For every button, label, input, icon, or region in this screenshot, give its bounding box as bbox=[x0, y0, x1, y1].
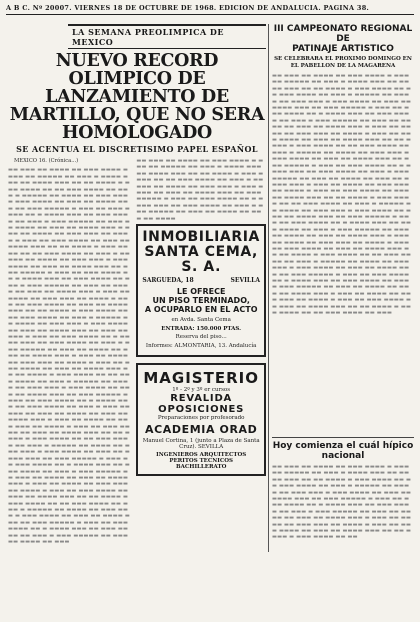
academy-extra-1: INGENIEROS ARQUITECTOS PERITOS TECNICOS bbox=[156, 452, 247, 464]
right-headline-line-1: III CAMPEONATO REGIONAL DE bbox=[273, 24, 413, 44]
article-opening: MEXICO 16. (Crónica...) bbox=[14, 158, 79, 164]
article-column-left bbox=[8, 158, 130, 622]
article-column-right bbox=[136, 158, 266, 622]
article-body-text-block: ▬▬ ▬▬▬ ▬▬ ▬▬▬▬ ▬▬ ▬▬▬ ▬▬▬▬ ▬ ▬▬▬ ▬▬ ▬▬▬▬▬ ▬▬ ▬▬▬ ▬ ▬▬▬▬ ▬▬▬ ▬▬ ▬▬▬▬ ▬▬▬ ▬▬ ▬▬ ▬▬▬▬ ▬ ▬▬▬ ▬▬▬▬ ▬▬ ▬▬ ▬▬▬ ▬▬▬▬ ▬▬ ▬▬▬ ▬ ▬▬▬▬▬ ▬▬ ▬▬▬▬ ▬▬ ▬▬▬ ▬▬▬ ▬ ▬▬▬ ▬▬▬▬ ▬▬ ▬▬▬ ▬▬ ▬▬▬▬ ▬▬▬ ▬▬ ▬▬▬ ▬▬▬▬▬ ▬ ▬▬▬ ▬▬ ▬▬▬ ▬▬▬▬ ▬▬ ▬ ▬▬▬▬ ▬▬▬ ▬▬ ▬▬▬ ▬▬▬▬ ▬▬ ▬▬▬ ▬ ▬▬▬ ▬▬▬▬▬ ▬▬ ▬▬▬ ▬▬ ▬▬▬▬ ▬▬ ▬▬▬ ▬▬ ▬▬▬▬ ▬▬▬ ▬ ▬▬▬ ▬▬ ▬▬▬▬ ▬▬ ▬▬▬ ▬▬▬ ▬▬ ▬▬▬▬ ▬ ▬▬▬ ▬▬ ▬▬▬ ▬▬▬▬ ▬▬ ▬▬▬ ▬▬ ▬▬▬▬ ▬▬▬ ▬▬ ▬▬ ▬▬▬▬ ▬ ▬▬▬ ▬▬▬▬ ▬▬ ▬▬ ▬▬▬ ▬▬▬▬ ▬▬ ▬▬▬ ▬ ▬▬▬▬▬ ▬▬ ▬▬▬▬ ▬▬ ▬▬▬ ▬▬▬ ▬ ▬▬▬ ▬▬▬▬ ▬▬ ▬▬▬ ▬▬ ▬▬▬▬ ▬▬▬ ▬▬ ▬▬▬ ▬▬▬▬▬ ▬ ▬▬▬ ▬▬ ▬▬▬ ▬▬▬▬ ▬▬ ▬ ▬▬▬▬ ▬▬▬ ▬▬ ▬▬▬ ▬▬▬▬ ▬▬ ▬▬▬ ▬ ▬▬▬ ▬▬▬▬▬ ▬▬ ▬▬▬ ▬▬ ▬▬▬▬ ▬▬ ▬▬▬ ▬▬ ▬▬▬▬ ▬▬▬ ▬ ▬▬▬ ▬▬ ▬▬▬▬ ▬▬ ▬▬▬ ▬▬▬ ▬▬ ▬▬▬▬ ▬ ▬▬▬ ▬▬ ▬▬▬ ▬▬▬▬ ▬▬ ▬▬▬ ▬▬ ▬▬▬▬ ▬▬▬ ▬▬ ▬▬ ▬▬▬▬ ▬ ▬▬▬ ▬▬▬▬ ▬▬ ▬▬ ▬▬▬ ▬▬▬▬ ▬▬ ▬▬▬ ▬ ▬▬▬▬▬ ▬▬ ▬▬▬▬ ▬▬ ▬▬▬ ▬▬▬ ▬ ▬▬▬ ▬▬▬▬ ▬▬ ▬▬▬ ▬▬ ▬▬▬▬ ▬▬▬ ▬▬ ▬▬▬ ▬▬▬▬▬ ▬ ▬▬▬ ▬▬ ▬▬▬ ▬▬▬▬ ▬▬ ▬ ▬▬▬▬ ▬▬▬ ▬▬ ▬▬▬ ▬▬▬▬ ▬▬ ▬▬▬ ▬ ▬▬▬ ▬▬▬▬▬ ▬▬ ▬▬▬ ▬▬ ▬▬▬▬ ▬▬ ▬▬▬ ▬▬ ▬▬▬▬ ▬▬▬ ▬ ▬▬▬ ▬▬ ▬▬▬▬ ▬▬ ▬▬▬ ▬▬▬ ▬▬ ▬▬▬▬ ▬ ▬▬▬ ▬▬ ▬▬▬ ▬▬▬▬ ▬▬ ▬▬▬ ▬▬ ▬▬▬▬ ▬▬▬ ▬▬ ▬▬ ▬▬▬▬ ▬ ▬▬▬ ▬▬▬▬ ▬▬ ▬▬ ▬▬▬ ▬▬▬▬ ▬▬ ▬▬▬ ▬ ▬▬▬▬▬ ▬▬ ▬▬▬▬ ▬▬ ▬▬▬ ▬▬▬ ▬ ▬▬▬ ▬▬▬▬ ▬▬ ▬▬▬ ▬▬ ▬▬▬▬ ▬▬▬ ▬▬ ▬▬▬ ▬▬▬▬▬ ▬ ▬▬▬ ▬▬ ▬▬▬ ▬▬▬▬ ▬▬ ▬ ▬▬▬▬ ▬▬▬ ▬▬ ▬▬▬ ▬▬▬▬ ▬▬ ▬▬▬ ▬ ▬▬▬ ▬▬▬▬▬ ▬▬ ▬▬▬ ▬▬ ▬▬▬▬ ▬▬ ▬▬▬ ▬▬ ▬▬▬▬ ▬▬▬ ▬ ▬▬▬ ▬▬ ▬▬▬▬ ▬▬ ▬▬▬ ▬▬▬ ▬▬ ▬▬▬▬ ▬ ▬▬▬ ▬▬ ▬▬▬ ▬▬▬▬ ▬▬ ▬▬▬ ▬▬ ▬▬▬▬ ▬▬▬ ▬▬ ▬▬ ▬▬▬▬ ▬ ▬▬▬ ▬▬▬▬ ▬▬ ▬▬ ▬▬▬ ▬▬▬▬ ▬▬ ▬▬▬ ▬ ▬▬▬▬▬ ▬▬ ▬▬▬▬ ▬▬ ▬▬▬ ▬▬▬ ▬ ▬▬▬ ▬▬▬▬ ▬▬ ▬▬▬ ▬▬ ▬▬▬▬ ▬▬▬ ▬▬ ▬▬▬ ▬▬▬▬▬ ▬ ▬▬▬ ▬▬ ▬▬▬ ▬▬▬▬ ▬▬ ▬ ▬▬▬▬ ▬▬▬ ▬▬ ▬▬▬ ▬▬▬▬ ▬▬ ▬▬▬ ▬ ▬▬▬ ▬▬▬▬▬ ▬▬ ▬▬▬ ▬▬ ▬▬▬▬ ▬▬ ▬▬▬ ▬▬ ▬▬▬▬ ▬▬▬ ▬ ▬▬▬ ▬▬ ▬▬▬▬ ▬▬ ▬▬▬ ▬▬▬ ▬▬ ▬▬▬▬ ▬ ▬▬▬ ▬▬ ▬▬▬ ▬▬▬▬ ▬▬ ▬▬▬ ▬▬ ▬▬▬▬ ▬▬▬ ▬▬ ▬▬ ▬▬▬▬ ▬ ▬▬▬ ▬▬▬▬ ▬▬ ▬▬ ▬▬▬ ▬▬▬▬ ▬▬ ▬▬▬ ▬ ▬▬▬▬▬ ▬▬ ▬▬▬▬ ▬▬ ▬▬▬ ▬▬▬ ▬ ▬▬▬ ▬▬▬▬ ▬▬ ▬▬▬ ▬▬ ▬▬▬▬ ▬▬▬ ▬▬ ▬▬▬ ▬▬▬▬▬ ▬ ▬▬▬ ▬▬ ▬▬▬ ▬▬▬▬ ▬▬ ▬ ▬▬▬▬ ▬▬▬ ▬▬ ▬▬▬ ▬▬▬▬ ▬▬ ▬▬▬ ▬ ▬▬▬ ▬▬▬▬▬ ▬▬ ▬▬▬ ▬▬ ▬▬▬▬ ▬▬ ▬▬▬ bbox=[8, 167, 130, 545]
right-subheadline: SE CELEBRARA EL PROXIMO DOMINGO EN EL PABELLON DE LA MAGARENA bbox=[274, 56, 412, 69]
right-column bbox=[272, 24, 414, 554]
academy-extra-2: BACHILLERATO bbox=[175, 464, 227, 470]
column-rule bbox=[268, 24, 269, 552]
section-kicker: LA SEMANA PREOLIMPICA DE MEXICO bbox=[68, 24, 266, 49]
left-column bbox=[8, 24, 266, 622]
second-article-body: ▬▬ ▬▬▬ ▬▬ ▬▬▬▬ ▬▬ ▬▬▬ ▬▬▬▬ ▬ ▬▬▬ ▬▬ ▬▬▬▬▬ ▬▬ ▬▬▬ ▬ ▬▬▬▬ ▬▬▬ ▬▬ ▬▬▬▬ ▬▬▬ ▬▬ ▬▬ ▬▬▬▬ ▬ ▬▬▬ ▬▬▬▬ ▬▬ ▬▬ ▬▬▬ ▬▬▬▬ ▬▬ ▬▬▬ ▬ ▬▬▬▬▬ ▬▬ ▬▬▬▬ ▬▬ ▬▬▬ ▬▬▬ ▬ ▬▬▬ ▬▬▬▬ ▬▬ ▬▬▬ ▬▬ ▬▬▬▬ ▬▬▬ ▬▬ ▬▬▬ ▬▬▬▬▬ ▬ ▬▬▬ ▬▬ ▬▬▬ ▬▬▬▬ ▬▬ ▬ ▬▬▬▬ ▬▬▬ ▬▬ ▬▬▬ ▬▬▬▬ ▬▬ ▬▬▬ ▬ ▬▬▬ ▬▬▬▬▬ ▬▬ ▬▬▬ ▬▬ ▬▬▬▬ ▬▬ ▬▬▬ ▬▬ ▬▬▬▬ ▬▬▬ ▬ ▬▬▬ ▬▬ ▬▬▬▬ ▬▬ ▬▬▬ ▬▬▬ ▬▬ ▬▬▬▬ ▬ ▬▬▬ ▬▬ ▬▬▬ ▬▬▬▬ ▬▬ ▬▬▬ ▬▬ ▬▬▬▬ ▬▬▬ ▬▬ ▬▬ ▬▬▬▬ ▬ ▬▬▬ ▬▬▬▬ ▬▬ ▬▬ bbox=[272, 464, 412, 541]
page-header: A B C. Nº 20007. VIERNES 18 DE OCTUBRE DE 1968. EDICION DE ANDALUCIA. PAGINA 38. bbox=[6, 4, 414, 15]
offer-line-1: LE OFRECE bbox=[176, 287, 226, 296]
headline-line-1: NUEVO RECORD OLIMPICO DE LANZAMIENTO DE bbox=[45, 51, 229, 107]
headline-line-2: MARTILLO, QUE NO SERA HOMOLOGADO bbox=[9, 105, 265, 143]
magisterio-prep: Preparaciones por profesorado bbox=[157, 415, 245, 421]
inmobiliaria-advertisement bbox=[136, 224, 266, 357]
second-headline-line-2: nacional bbox=[321, 451, 365, 461]
subheadline: SE ACENTUA EL DISCRETISIMO PAPEL ESPAÑOL bbox=[16, 144, 258, 154]
inmobiliaria-footer: Informes: ALMONTARIA, 13. Andalucía bbox=[145, 342, 257, 349]
academy-name: ACADEMIA ORAD bbox=[144, 423, 258, 436]
inmobiliaria-title-3: S. A. bbox=[181, 259, 222, 275]
right-headline-line-2: PATINAJE ARTISTICO bbox=[292, 44, 394, 54]
right-article-body: ▬▬ ▬▬▬ ▬▬ ▬▬▬▬ ▬▬ ▬▬▬ ▬▬▬▬ ▬ ▬▬▬ ▬▬ ▬▬▬▬▬ ▬▬ ▬▬▬ ▬ ▬▬▬▬ ▬▬▬ ▬▬ ▬▬▬▬ ▬▬▬ ▬▬ ▬▬ ▬▬▬▬ ▬ ▬▬▬ ▬▬▬▬ ▬▬ ▬▬ ▬▬▬ ▬▬▬▬ ▬▬ ▬▬▬ ▬ ▬▬▬▬▬ ▬▬ ▬▬▬▬ ▬▬ ▬▬▬ ▬▬▬ ▬ ▬▬▬ ▬▬▬▬ ▬▬ ▬▬▬ ▬▬ ▬▬▬▬ ▬▬▬ ▬▬ ▬▬▬ ▬▬▬▬▬ ▬ ▬▬▬ ▬▬ ▬▬▬ ▬▬▬▬ ▬▬ ▬ ▬▬▬▬ ▬▬▬ ▬▬ ▬▬▬ ▬▬▬▬ ▬▬ ▬▬▬ ▬ ▬▬▬ ▬▬▬▬▬ ▬▬ ▬▬▬ ▬▬ ▬▬▬▬ ▬▬ ▬▬▬ ▬▬ ▬▬▬▬ ▬▬▬ ▬ ▬▬▬ ▬▬ ▬▬▬▬ ▬▬ ▬▬▬ ▬▬▬ ▬▬ ▬▬▬▬ ▬ ▬▬▬ ▬▬ ▬▬▬ ▬▬▬▬ ▬▬ ▬▬▬ ▬▬ ▬▬▬▬ ▬▬▬ ▬▬ ▬▬ ▬▬▬▬ ▬ ▬▬▬ ▬▬▬▬ ▬▬ ▬▬ ▬▬▬ ▬▬▬▬ ▬▬ ▬▬▬ ▬ ▬▬▬▬▬ ▬▬ ▬▬▬▬ ▬▬ ▬▬▬ ▬▬▬ ▬ ▬▬▬ ▬▬▬▬ ▬▬ ▬▬▬ ▬▬ ▬▬▬▬ ▬▬▬ ▬▬ ▬▬▬ ▬▬▬▬▬ ▬ ▬▬▬ ▬▬ ▬▬▬ ▬▬▬▬ ▬▬ ▬ ▬▬▬▬ ▬▬▬ ▬▬ ▬▬▬ ▬▬▬▬ ▬▬ ▬▬▬ ▬ ▬▬▬ ▬▬▬▬▬ ▬▬ ▬▬▬ ▬▬ ▬▬▬▬ ▬▬ ▬▬▬ ▬▬ ▬▬▬▬ ▬▬▬ ▬ ▬▬▬ ▬▬ ▬▬▬▬ ▬▬ ▬▬▬ ▬▬▬ ▬▬ ▬▬▬▬ ▬ ▬▬▬ ▬▬ ▬▬▬ ▬▬▬▬ ▬▬ ▬▬▬ ▬▬ ▬▬▬▬ ▬▬▬ ▬▬ ▬▬ ▬▬▬▬ ▬ ▬▬▬ ▬▬▬▬ ▬▬ ▬▬ ▬▬▬ ▬▬▬▬ ▬▬ ▬▬▬ ▬ ▬▬▬▬▬ ▬▬ ▬▬▬▬ ▬▬ ▬▬▬ ▬▬▬ ▬ ▬▬▬ ▬▬▬▬ ▬▬ ▬▬▬ ▬▬ ▬▬▬▬ ▬▬▬ ▬▬ ▬▬▬ ▬▬▬▬▬ ▬ ▬▬▬ ▬▬ ▬▬▬ ▬▬▬▬ ▬▬ ▬ ▬▬▬▬ ▬▬▬ ▬▬ ▬▬▬ ▬▬▬▬ ▬▬ ▬▬▬ ▬ ▬▬▬ ▬▬▬▬▬ ▬▬ ▬▬▬ ▬▬ ▬▬▬▬ ▬▬ ▬▬▬ ▬▬ ▬▬▬▬ ▬▬▬ ▬ ▬▬▬ ▬▬ ▬▬▬▬ ▬▬ ▬▬▬ ▬▬▬ ▬▬ ▬▬▬▬ ▬ ▬▬▬ ▬▬ ▬▬▬ ▬▬▬▬ ▬▬ ▬▬▬ ▬▬ ▬▬▬▬ ▬▬▬ ▬▬ ▬▬ ▬▬▬▬ ▬ ▬▬▬ ▬▬▬▬ ▬▬ ▬▬ ▬▬▬ ▬▬▬▬ ▬▬ ▬▬▬ ▬ ▬▬▬▬▬ ▬▬ ▬▬▬▬ ▬▬ ▬▬▬ ▬▬▬ ▬ ▬▬▬ ▬▬▬▬ ▬▬ ▬▬▬ ▬▬ ▬▬▬▬ ▬▬▬ ▬▬ ▬▬▬ ▬▬▬▬▬ ▬ ▬▬▬ ▬▬ ▬▬▬ ▬▬▬▬ ▬▬ ▬ ▬▬▬▬ ▬▬▬ ▬▬ ▬▬▬ ▬▬▬▬ ▬▬ ▬▬▬ ▬ ▬▬▬ ▬▬▬▬▬ ▬▬ ▬▬▬ ▬▬ ▬▬▬▬ ▬▬ ▬▬▬ ▬▬ ▬▬▬▬ ▬▬▬ ▬ ▬▬▬ ▬▬ ▬▬▬▬ ▬▬ ▬▬▬ ▬▬▬ ▬▬ ▬▬▬▬ ▬ ▬▬▬ ▬▬ ▬▬▬ ▬▬▬▬ ▬▬ ▬▬▬ ▬▬ ▬▬▬▬ ▬▬▬ ▬▬ ▬▬ ▬▬▬▬ ▬ ▬▬▬ ▬▬▬▬ ▬▬ ▬▬ ▬▬▬ ▬▬▬▬ ▬▬ ▬▬▬ bbox=[272, 73, 412, 317]
magisterio-revalida: REVALIDA bbox=[170, 393, 233, 404]
inmobiliaria-offer bbox=[142, 287, 260, 314]
inmobiliaria-city: SEVILLA bbox=[230, 277, 260, 284]
article-body-text-block-2: ▬▬ ▬▬▬ ▬▬ ▬▬▬▬ ▬▬ ▬▬▬ ▬▬▬▬ ▬ ▬▬▬ ▬▬ ▬▬▬▬▬ ▬▬ ▬▬▬ ▬ ▬▬▬▬ ▬▬▬ ▬▬ ▬▬▬▬ ▬▬▬ ▬▬ ▬▬ ▬▬▬▬ ▬ ▬▬▬ ▬▬▬▬ ▬▬ ▬▬ ▬▬▬ ▬▬▬▬ ▬▬ ▬▬▬ ▬ ▬▬▬▬▬ ▬▬ ▬▬▬▬ ▬▬ ▬▬▬ ▬▬▬ ▬ ▬▬▬ ▬▬▬▬ ▬▬ ▬▬▬ ▬▬ ▬▬▬▬ ▬▬▬ ▬▬ ▬▬▬ ▬▬▬▬▬ ▬ ▬▬▬ ▬▬ ▬▬▬ ▬▬▬▬ ▬▬ ▬ ▬▬▬▬ ▬▬▬ ▬▬ ▬▬▬ ▬▬▬▬ ▬▬ ▬▬▬ ▬ ▬▬▬ ▬▬▬▬▬ ▬▬ ▬▬▬ ▬▬ ▬▬▬▬ ▬▬ ▬▬▬ ▬▬ ▬▬▬▬ bbox=[136, 158, 264, 220]
inmobiliaria-title-2: SANTA CEMA, bbox=[144, 244, 258, 260]
inmobiliaria-title-1: INMOBILIARIA bbox=[142, 229, 260, 245]
second-headline bbox=[272, 437, 414, 461]
academy-address: Manuel Cortina, 1 (junto a Plaza de Santa Cruz). SEVILLA bbox=[142, 438, 260, 450]
magisterio-advertisement bbox=[136, 363, 266, 476]
magisterio-oposiciones: OPOSICIONES bbox=[158, 404, 245, 415]
offer-location: en Avda. Santa Cema bbox=[171, 317, 231, 323]
inmobiliaria-details: Reserva del piso... bbox=[175, 334, 227, 340]
offer-line-3: A OCUPARLO EN EL ACTO bbox=[144, 305, 258, 314]
offer-line-2: UN PISO TERMINADO, bbox=[152, 296, 250, 305]
second-headline-line-1: Hoy comienza el cuál hípico bbox=[272, 441, 414, 451]
inmobiliaria-address-row bbox=[142, 277, 260, 284]
inmobiliaria-address: SARGUEDA, 18 bbox=[142, 277, 194, 284]
right-headline bbox=[272, 24, 414, 54]
entry-price: ENTRADA: 150.000 PTAS. bbox=[161, 325, 242, 332]
article-columns bbox=[8, 158, 266, 622]
magisterio-title: MAGISTERIO bbox=[143, 369, 259, 387]
magisterio-subtitle: 1º - 2º y 3º er cursos bbox=[172, 387, 231, 393]
main-headline bbox=[8, 52, 266, 142]
